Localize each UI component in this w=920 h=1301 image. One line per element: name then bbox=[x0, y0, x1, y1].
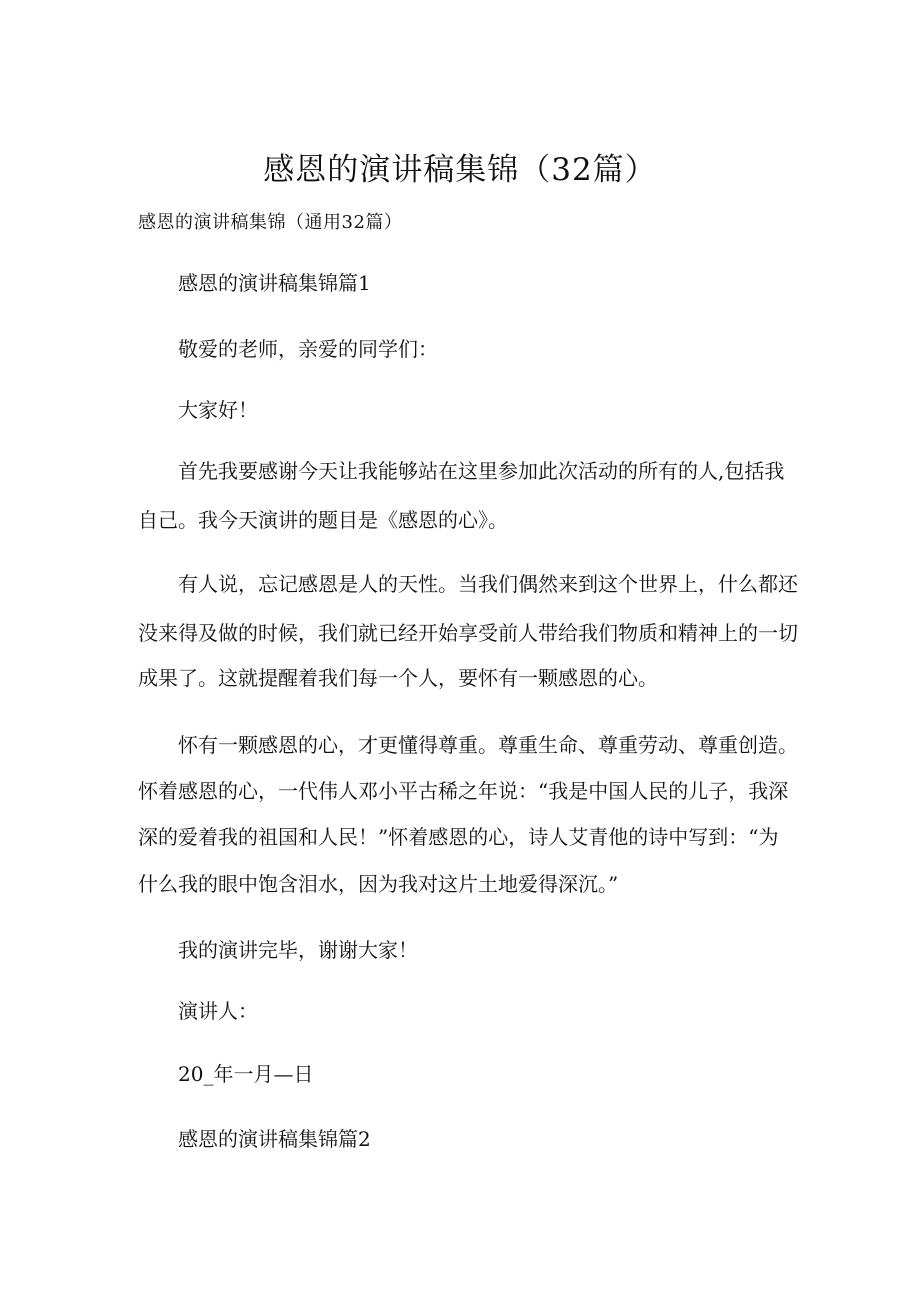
paragraph-2-line-2: 没来得及做的时候，我们就已经开始享受前人带给我们物质和精神上的一切 bbox=[138, 621, 798, 645]
closing-text: 我的演讲完毕，谢谢大家！ bbox=[178, 938, 418, 962]
speaker-label: 演讲人： bbox=[178, 999, 258, 1023]
greeting-text: 敬爱的老师，亲爱的同学们： bbox=[178, 337, 438, 361]
paragraph-1-line-2: 自己。我今天演讲的题目是《感恩的心》。 bbox=[138, 508, 508, 532]
section-heading-2: 感恩的演讲稿集锦篇2 bbox=[178, 1127, 371, 1151]
hello-text: 大家好！ bbox=[178, 398, 258, 422]
paragraph-2-line-3: 成果了。这就提醒着我们每一个人，要怀有一颗感恩的心。 bbox=[138, 666, 658, 690]
paragraph-3-line-3: 深的爱着我的祖国和人民！”怀着感恩的心，诗人艾青他的诗中写到：“为 bbox=[138, 825, 779, 849]
paragraph-3-line-1: 怀有一颗感恩的心，才更懂得尊重。尊重生命、尊重劳动、尊重创造。 bbox=[178, 733, 798, 757]
section-heading-1: 感恩的演讲稿集锦篇1 bbox=[178, 271, 371, 295]
paragraph-2-line-1: 有人说，忘记感恩是人的天性。当我们偶然来到这个世界上，什么都还 bbox=[178, 572, 798, 596]
document-title: 感恩的演讲稿集锦（32篇） bbox=[263, 152, 657, 188]
paragraph-1-line-1: 首先我要感谢今天让我能够站在这里参加此次活动的所有的人,包括我 bbox=[178, 459, 785, 483]
paragraph-3-line-2: 怀着感恩的心，一代伟人邓小平古稀之年说：“我是中国人民的儿子，我深 bbox=[138, 779, 789, 803]
document-subtitle: 感恩的演讲稿集锦（通用32篇） bbox=[138, 212, 403, 233]
date-line: 20_年一月—日 bbox=[178, 1062, 314, 1086]
paragraph-3-line-4: 什么我的眼中饱含泪水，因为我对这片土地爱得深沉。” bbox=[138, 872, 619, 896]
